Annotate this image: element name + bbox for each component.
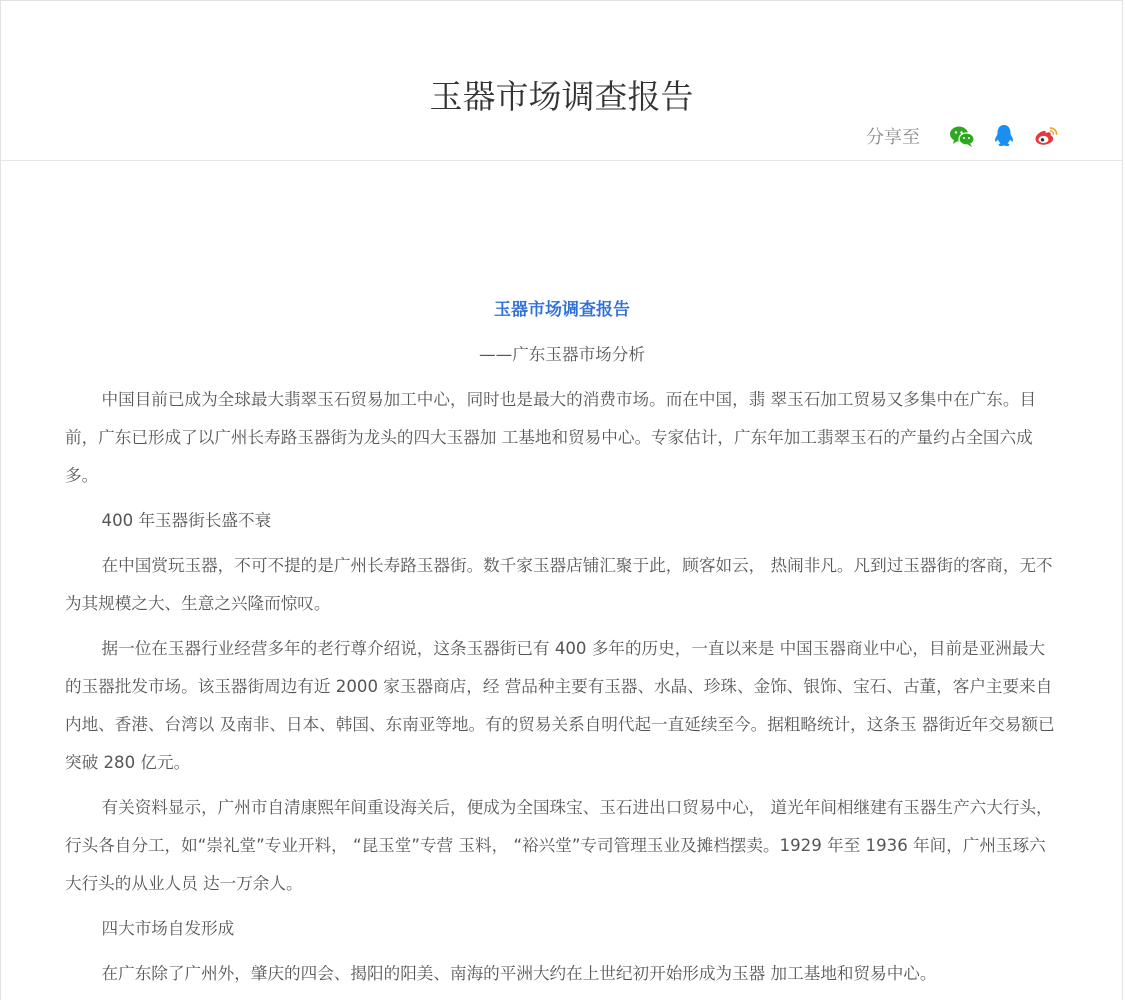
paragraph: 在广东除了广州外，肇庆的四会、揭阳的阳美、南海的平洲大约在上世纪初开始形成为玉器 加工基地和贸易中心。 [101, 964, 937, 983]
weibo-icon[interactable] [1032, 122, 1060, 150]
page-header [1, 1, 1122, 161]
page-title: 玉器市场调查报告 [429, 77, 694, 117]
article-subtitle: ——广东玉器市场分析 [479, 345, 645, 364]
qq-icon[interactable] [990, 122, 1018, 150]
section-heading: 400 年玉器街长盛不衰 [101, 511, 272, 530]
paragraph: 在中国赏玩玉器，不可不提的是广州长寿路玉器街。数千家玉器店铺汇聚于此，顾客如云， 热闹非凡。凡到过玉器街的客商，无不为其规模之大、生意之兴隆而惊叹。 [65, 556, 1053, 613]
wechat-icon[interactable] [948, 122, 976, 150]
share-bar [866, 121, 1060, 151]
section-heading: 四大市场自发形成 [101, 919, 235, 938]
share-label: 分享至 [866, 127, 920, 148]
paragraph: 有关资料显示，广州市自清康熙年间重设海关后，便成为全国珠宝、玉石进出口贸易中心， 道光年间相继建有玉器生产六大行头，行头各自分工，如“崇礼堂”专业开料， “昆玉堂”专营 玉料， “裕兴堂”专司管理玉业及摊档摆卖。1929 年至 1936 年间，广州玉琢六大行头的从业人员 达一万余人。 [65, 798, 1053, 893]
paragraph: 中国目前已成为全球最大翡翠玉石贸易加工中心，同时也是最大的消费市场。而在中国，翡 翠玉石加工贸易又多集中在广东。目前，广东已形成了以广州长寿路玉器街为龙头的四大玉器加 工基地和贸易中心。专家估计，广东年加工翡翠玉石的产量约占全国六成多。 [65, 390, 1037, 485]
article-body [65, 291, 1059, 1000]
article-title: 玉器市场调查报告 [494, 300, 630, 320]
paragraph: 据一位在玉器行业经营多年的老行尊介绍说，这条玉器街已有 400 多年的历史，一直以来是 中国玉器商业中心，目前是亚洲最大的玉器批发市场。该玉器街周边有近 2000 家玉器商店，经 营品种主要有玉器、水晶、珍珠、金饰、银饰、宝石、古董，客户主要来自内地、香港、台湾以 及南非、日本、韩国、东南亚等地。有的贸易关系自明代起一直延续至今。据粗略统计，这条玉 器街近年交易额已突破 280 亿元。 [65, 639, 1055, 772]
